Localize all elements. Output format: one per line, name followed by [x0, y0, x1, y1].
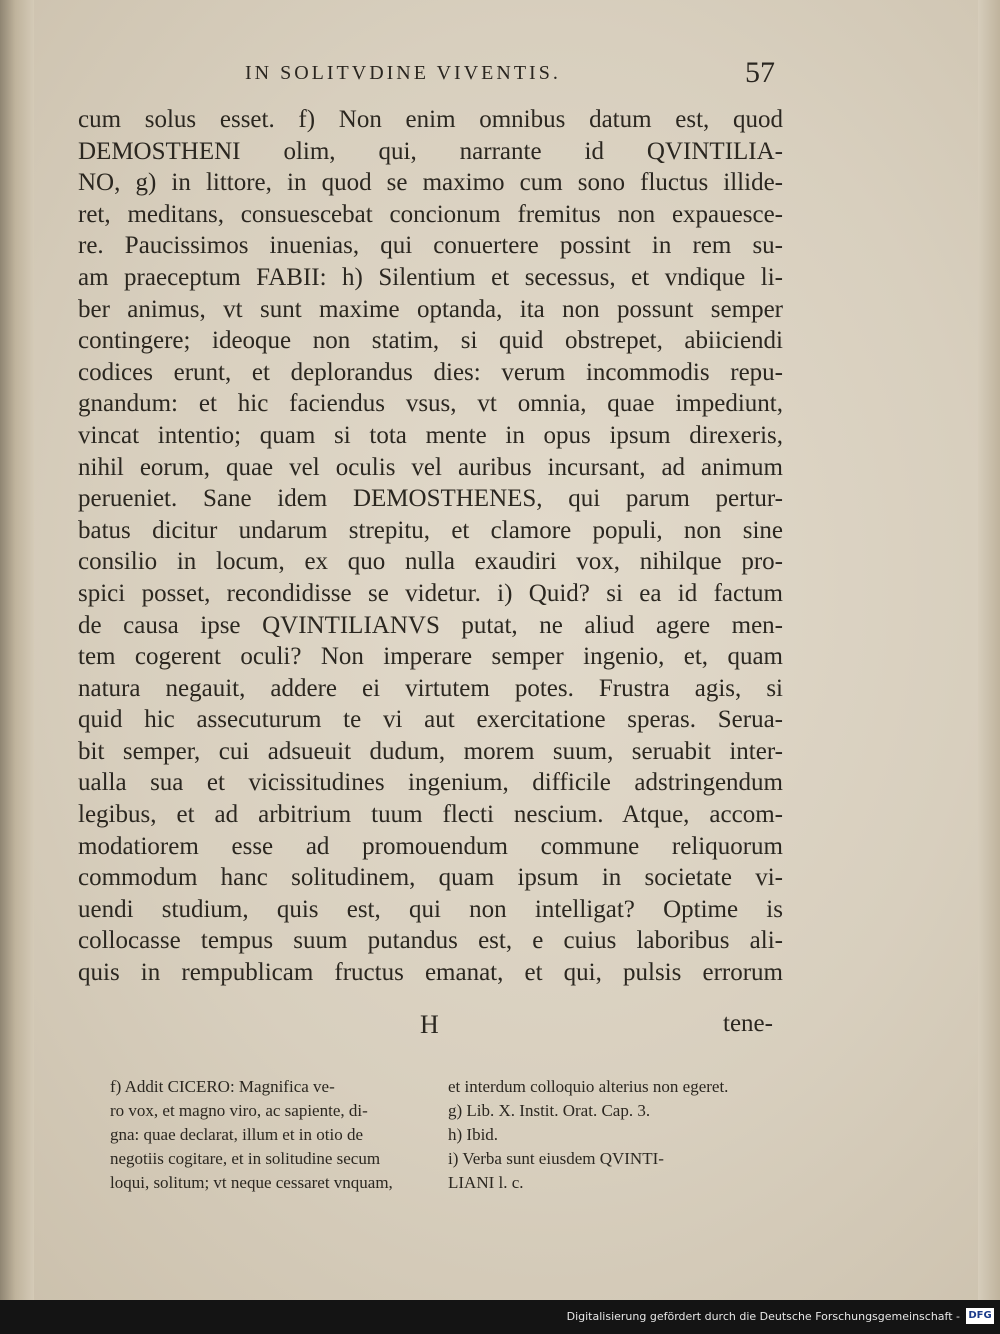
text-line: collocasse tempus suum putandus est, e cuius laboribus ali-	[78, 927, 783, 955]
text-line: ber animus, vt sunt maxime optanda, ita non possunt semper	[78, 295, 783, 323]
footnote-line: gna: quae declarat, illum et in otio de	[110, 1125, 364, 1144]
text-line: nihil eorum, quae vel oculis vel auribus incursant, ad animum	[78, 453, 783, 481]
page-number: 57	[745, 56, 775, 89]
text-line: tem cogerent oculi? Non imperare semper ingenio, et, quam	[78, 643, 783, 671]
text-line: modatiorem esse ad promouendum commune reliquorum	[78, 832, 783, 860]
dfg-logo-icon: DFG	[966, 1308, 994, 1324]
text-line: batus dicitur undarum strepitu, et clamore populi, non sine	[78, 516, 783, 544]
text-line: ualla sua et vicissitudines ingenium, difficile adstringendum	[78, 769, 783, 797]
text-line: ret, meditans, consuescebat concionum fremitus non expauesce-	[78, 200, 783, 228]
text-line: DEMOSTHENI olim, qui, narrante id QVINTILIA-	[78, 137, 783, 165]
text-line: codices erunt, et deplorandus dies: verum incommodis repu-	[78, 358, 783, 386]
footnote-line: LIANI l. c.	[448, 1173, 524, 1192]
text-line: perueniet. Sane idem DEMOSTHENES, qui parum pertur-	[78, 485, 783, 513]
text-line: natura negauit, addere ei virtutem potes. Frustra agis, si	[78, 674, 783, 702]
text-line: quid hic assecuturum te vi aut exercitatione speras. Serua-	[78, 706, 783, 734]
text-line: quis in rempublicam fructus emanat, et qui, pulsis errorum	[78, 959, 783, 987]
footnote-line: g) Lib. X. Instit. Orat. Cap. 3.	[448, 1101, 651, 1120]
text-line: consilio in locum, ex quo nulla exaudiri vox, nihilque pro-	[78, 548, 783, 576]
footnote-line: loqui, solitum; vt neque cessaret vnquam,	[110, 1173, 393, 1192]
footnote-line: f) Addit CICERO: Magnifica ve-	[110, 1077, 335, 1096]
footnotes-right-column	[448, 1075, 788, 1195]
footnote-line: h) Ibid.	[448, 1125, 499, 1144]
body-text	[78, 104, 783, 989]
text-line: vincat intentio; quam si tota mente in opus ipsum direxeris,	[78, 421, 783, 449]
footnote-line: ro vox, et magno viro, ac sapiente, di-	[110, 1101, 368, 1120]
text-line: gnandum: et hic faciendus vsus, vt omnia, quae impediunt,	[78, 390, 783, 418]
digitization-credit: Digitalisierung gefördert durch die Deutsche Forschungsgemeinschaft -	[566, 1310, 960, 1323]
text-line: NO, g) in littore, in quod se maximo cum sono fluctus illide-	[78, 169, 783, 197]
text-line: cum solus esset. f) Non enim omnibus datum est, quod	[78, 106, 783, 133]
footnote-line: i) Verba sunt eiusdem QVINTI-	[448, 1149, 664, 1168]
catchword: tene-	[723, 1010, 773, 1037]
text-line: bit semper, cui adsueuit dudum, morem suum, seruabit inter-	[78, 737, 783, 765]
signature-mark: H	[420, 1010, 439, 1039]
footnote-line: et interdum colloquio alterius non egeret.	[448, 1077, 729, 1096]
text-line: commodum hanc solitudinem, quam ipsum in societate vi-	[78, 864, 783, 892]
footer-bar	[0, 1300, 1000, 1334]
footnote-line: negotiis cogitare, et in solitudine secum	[110, 1149, 381, 1168]
text-line: am praeceptum FABII: h) Silentium et secessus, et vndique li-	[78, 263, 783, 291]
text-line: contingere; ideoque non statim, si quid obstrepet, abiiciendi	[78, 327, 783, 355]
text-line: legibus, et ad arbitrium tuum flecti nescium. Atque, accom-	[78, 801, 783, 829]
text-line: uendi studium, quis est, qui non intelligat? Optime is	[78, 895, 783, 923]
footnotes-left-column	[110, 1075, 430, 1195]
text-line: spici posset, recondidisse se videtur. i) Quid? si ea id factum	[78, 579, 783, 607]
text-line: de causa ipse QVINTILIANVS putat, ne aliud agere men-	[78, 611, 783, 639]
running-head: IN SOLITVDINE VIVENTIS.	[245, 62, 561, 84]
text-line: re. Paucissimos inuenias, qui conuertere possint in rem su-	[78, 232, 783, 260]
